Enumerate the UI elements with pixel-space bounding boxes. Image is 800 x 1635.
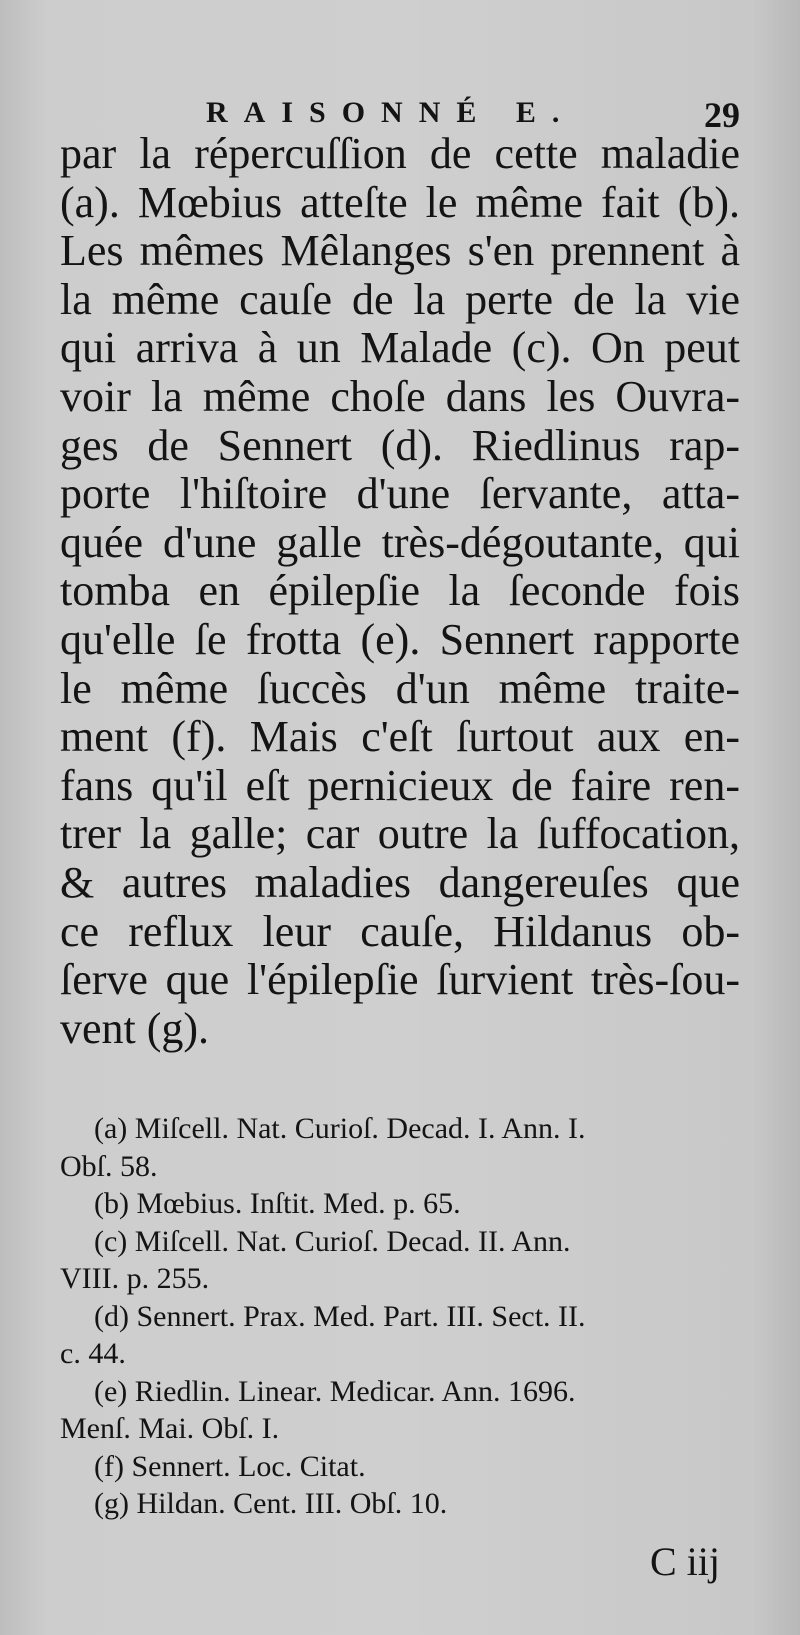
footnote-line: (d) Sennert. Prax. Med. Part. III. Sect. II. [94, 1299, 586, 1333]
footnote-line: (c) Miſcell. Nat. Curioſ. Decad. II. Ann. [94, 1224, 571, 1258]
footnote-line: Menſ. Mai. Obſ. I. [60, 1412, 280, 1445]
text-line: vent (g). [60, 1003, 210, 1053]
footnote-line: (f) Sennert. Loc. Citat. [94, 1449, 366, 1483]
text-line: quée d'une galle très-dégoutante, qui [60, 517, 740, 567]
footnote-line: (a) Miſcell. Nat. Curioſ. Decad. I. Ann. I. [94, 1112, 586, 1145]
text-line: voir la même choſe dans les Ouvra- [60, 371, 740, 421]
text-line: trer la galle; car outre la ſuffocation, [60, 809, 740, 859]
text-line: fans qu'il eſt pernicieux de faire ren- [60, 760, 740, 810]
text-line: le même ſuccès d'un même traite- [60, 663, 740, 713]
text-line: & autres maladies dangereuſes que [60, 857, 740, 907]
text-line: ſerve que l'épilepſie ſurvient très-ſou- [60, 955, 740, 1005]
footnote-line: (g) Hildan. Cent. III. Obſ. 10. [94, 1487, 448, 1520]
text-line: ges de Sennert (d). Riedlinus rap- [60, 420, 740, 470]
text-line: la même cauſe de la perte de la vie [60, 274, 740, 324]
text-line: ment (f). Mais c'eſt ſurtout aux en- [60, 712, 740, 762]
text-line: qui arriva à un Malade (c). On peut [60, 323, 740, 373]
text-line: par la répercuſſion de cette maladie [60, 129, 740, 178]
footnote-line: c. 44. [60, 1337, 126, 1370]
main-text [60, 130, 740, 1053]
footnote-line: Obſ. 58. [60, 1149, 158, 1183]
text-line: Les mêmes Mêlanges s'en prennent à [60, 226, 740, 276]
text-line: (a). Mœbius atteſte le même fait (b). [60, 177, 740, 227]
text-line: qu'elle ſe frotta (e). Sennert rapporte [60, 614, 740, 664]
footnote-line: (e) Riedlin. Linear. Medicar. Ann. 1696. [94, 1374, 576, 1408]
signature-mark: C iij [649, 1539, 720, 1584]
page-number: 29 [704, 95, 740, 135]
footnote-line: VIII. p. 255. [60, 1262, 210, 1295]
footnotes [60, 1110, 750, 1523]
footnote-line: (b) Mœbius. Inſtit. Med. p. 65. [94, 1187, 461, 1220]
text-line: porte l'hiſtoire d'une ſervante, atta- [60, 469, 740, 519]
text-line: ce reflux leur cauſe, Hildanus ob- [60, 906, 740, 956]
running-head: RAISONNÉ E. [206, 96, 576, 129]
text-line: tomba en épilepſie la ſeconde fois [60, 566, 740, 616]
